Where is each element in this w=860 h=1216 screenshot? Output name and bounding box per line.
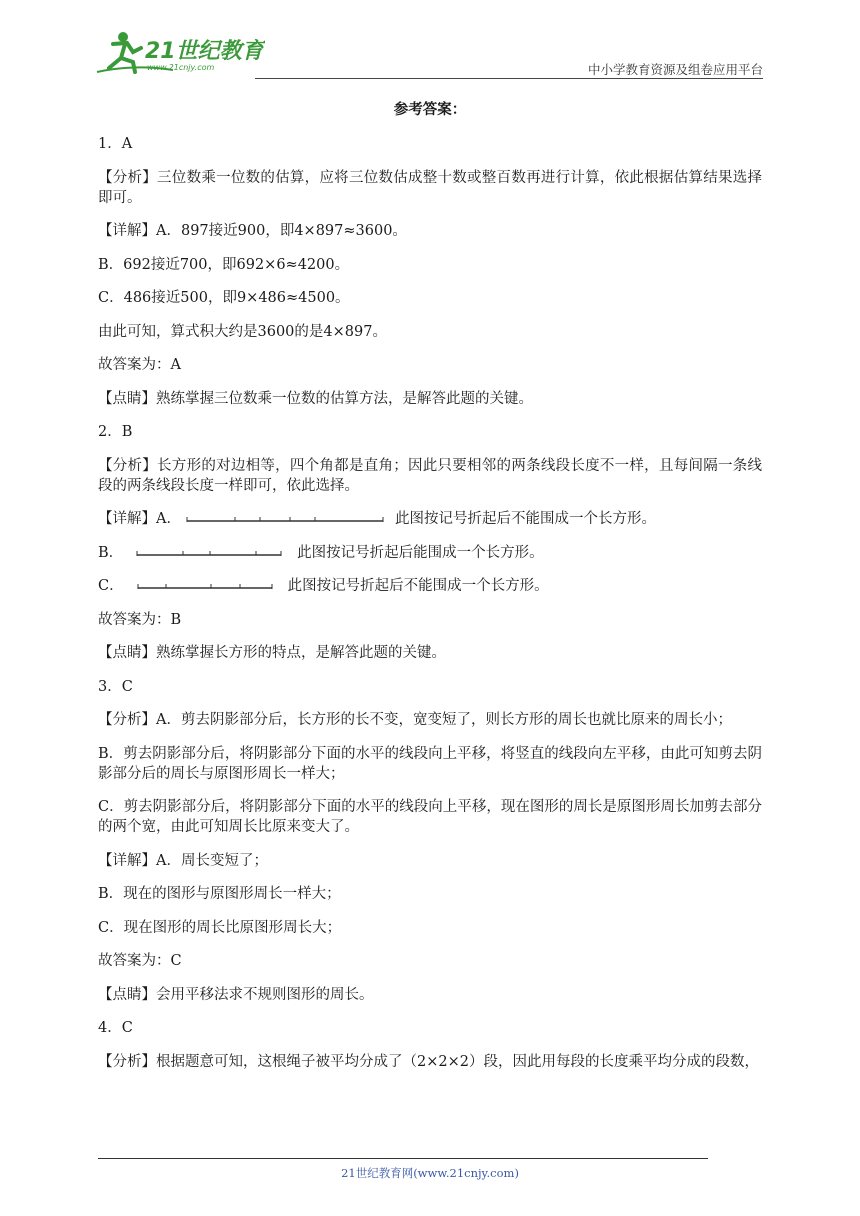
answer-content (98, 100, 762, 1085)
header-platform-name: 中小学教育资源及组卷应用平台 (587, 62, 763, 77)
q2-answer: 故答案为：B (98, 611, 182, 628)
footer-divider (98, 1158, 708, 1159)
site-logo (95, 28, 265, 78)
q1-option-c: C．486接近500，即9×486≈4500。 (98, 290, 350, 306)
runner-logo-icon (95, 28, 265, 78)
segment-figure-c (136, 581, 274, 591)
logo-text: 21世纪教育 (145, 39, 264, 64)
q2-c-prefix: C． (98, 578, 124, 594)
q1-option-b: B．692接近700，即692×6≈4200。 (98, 256, 350, 273)
footer-text: 21世纪教育网(www.21cnjy.com) (341, 1166, 519, 1180)
q3-analysis-c: C．剪去阴影部分后，将阴影部分下面的水平的线段向上平移，现在图形的周长是原图形周长加剪去部分的两个宽，由此可知周长比原来变大了。 (98, 799, 762, 835)
logo-url: www.21cnjy.com (147, 63, 215, 72)
page-title: 参考答案： (393, 101, 467, 118)
q3-detail-b: B．现在的图形与原图形周长一样大； (98, 886, 341, 902)
q2-b-prefix: B． (98, 544, 124, 561)
q1-answer: 故答案为：A (98, 357, 181, 373)
q1-conclusion: 由此可知，算式积大约是3600的是4×897。 (98, 323, 387, 340)
q2-c-text: 此图按记号折起后不能围成一个长方形。 (287, 578, 549, 594)
q2-detail-c (98, 576, 762, 596)
q1-analysis: 【分析】三位数乘一位数的估算，应将三位数估成整十数或整百数再进行计算，依此根据估算结果选择即可。 (98, 169, 762, 206)
q2-point: 【点睛】熟练掌握长方形的特点，是解答此题的关键。 (98, 645, 446, 661)
q3-analysis-b: B．剪去阴影部分后，将阴影部分下面的水平的线段向上平移，将竖直的线段向左平移，由此可知剪去阴影部分后的周长与原图形周长一样大； (98, 745, 762, 782)
q2-detail-prefix: 【详解】A． (98, 511, 181, 527)
q3-detail-c: C．现在图形的周长比原图形周长大； (98, 919, 342, 936)
q3-point: 【点睛】会用平移法求不规则图形的周长。 (98, 986, 374, 1003)
q2-number: 2．B (98, 424, 133, 440)
header-divider (255, 78, 763, 79)
q3-analysis: 【分析】A．剪去阴影部分后，长方形的长不变，宽变短了，则长方形的周长也就比原来的周长小； (98, 712, 732, 728)
q1-point: 【点睛】熟练掌握三位数乘一位数的估算方法，是解答此题的关键。 (98, 390, 533, 407)
q1-detail: 【详解】A．897接近900，即4×897≈3600。 (98, 223, 407, 239)
q3-detail: 【详解】A．周长变短了； (98, 852, 268, 869)
q4-analysis: 【分析】根据题意可知，这根绳子被平均分成了（2×2×2）段，因此用每段的长度乘平均分成的段数， (98, 1053, 759, 1070)
q1-number: 1．A (98, 136, 133, 152)
segment-figure-a (185, 514, 385, 524)
page-header (95, 28, 763, 80)
q2-analysis: 【分析】长方形的对边相等，四个角都是直角；因此只要相邻的两条线段长度不一样，且每间隔一条线段的两条线段长度一样即可，依此选择。 (98, 457, 762, 494)
q3-number: 3．C (98, 678, 133, 695)
q2-detail-b (98, 543, 762, 563)
q3-answer: 故答案为：C (98, 953, 182, 969)
q2-detail-a (98, 509, 762, 529)
segment-figure-b (135, 548, 283, 558)
q4-number: 4．C (98, 1020, 133, 1036)
q2-b-text: 此图按记号折起后能围成一个长方形。 (297, 544, 544, 561)
q2-a-text: 此图按记号折起后不能围成一个长方形。 (394, 511, 656, 527)
